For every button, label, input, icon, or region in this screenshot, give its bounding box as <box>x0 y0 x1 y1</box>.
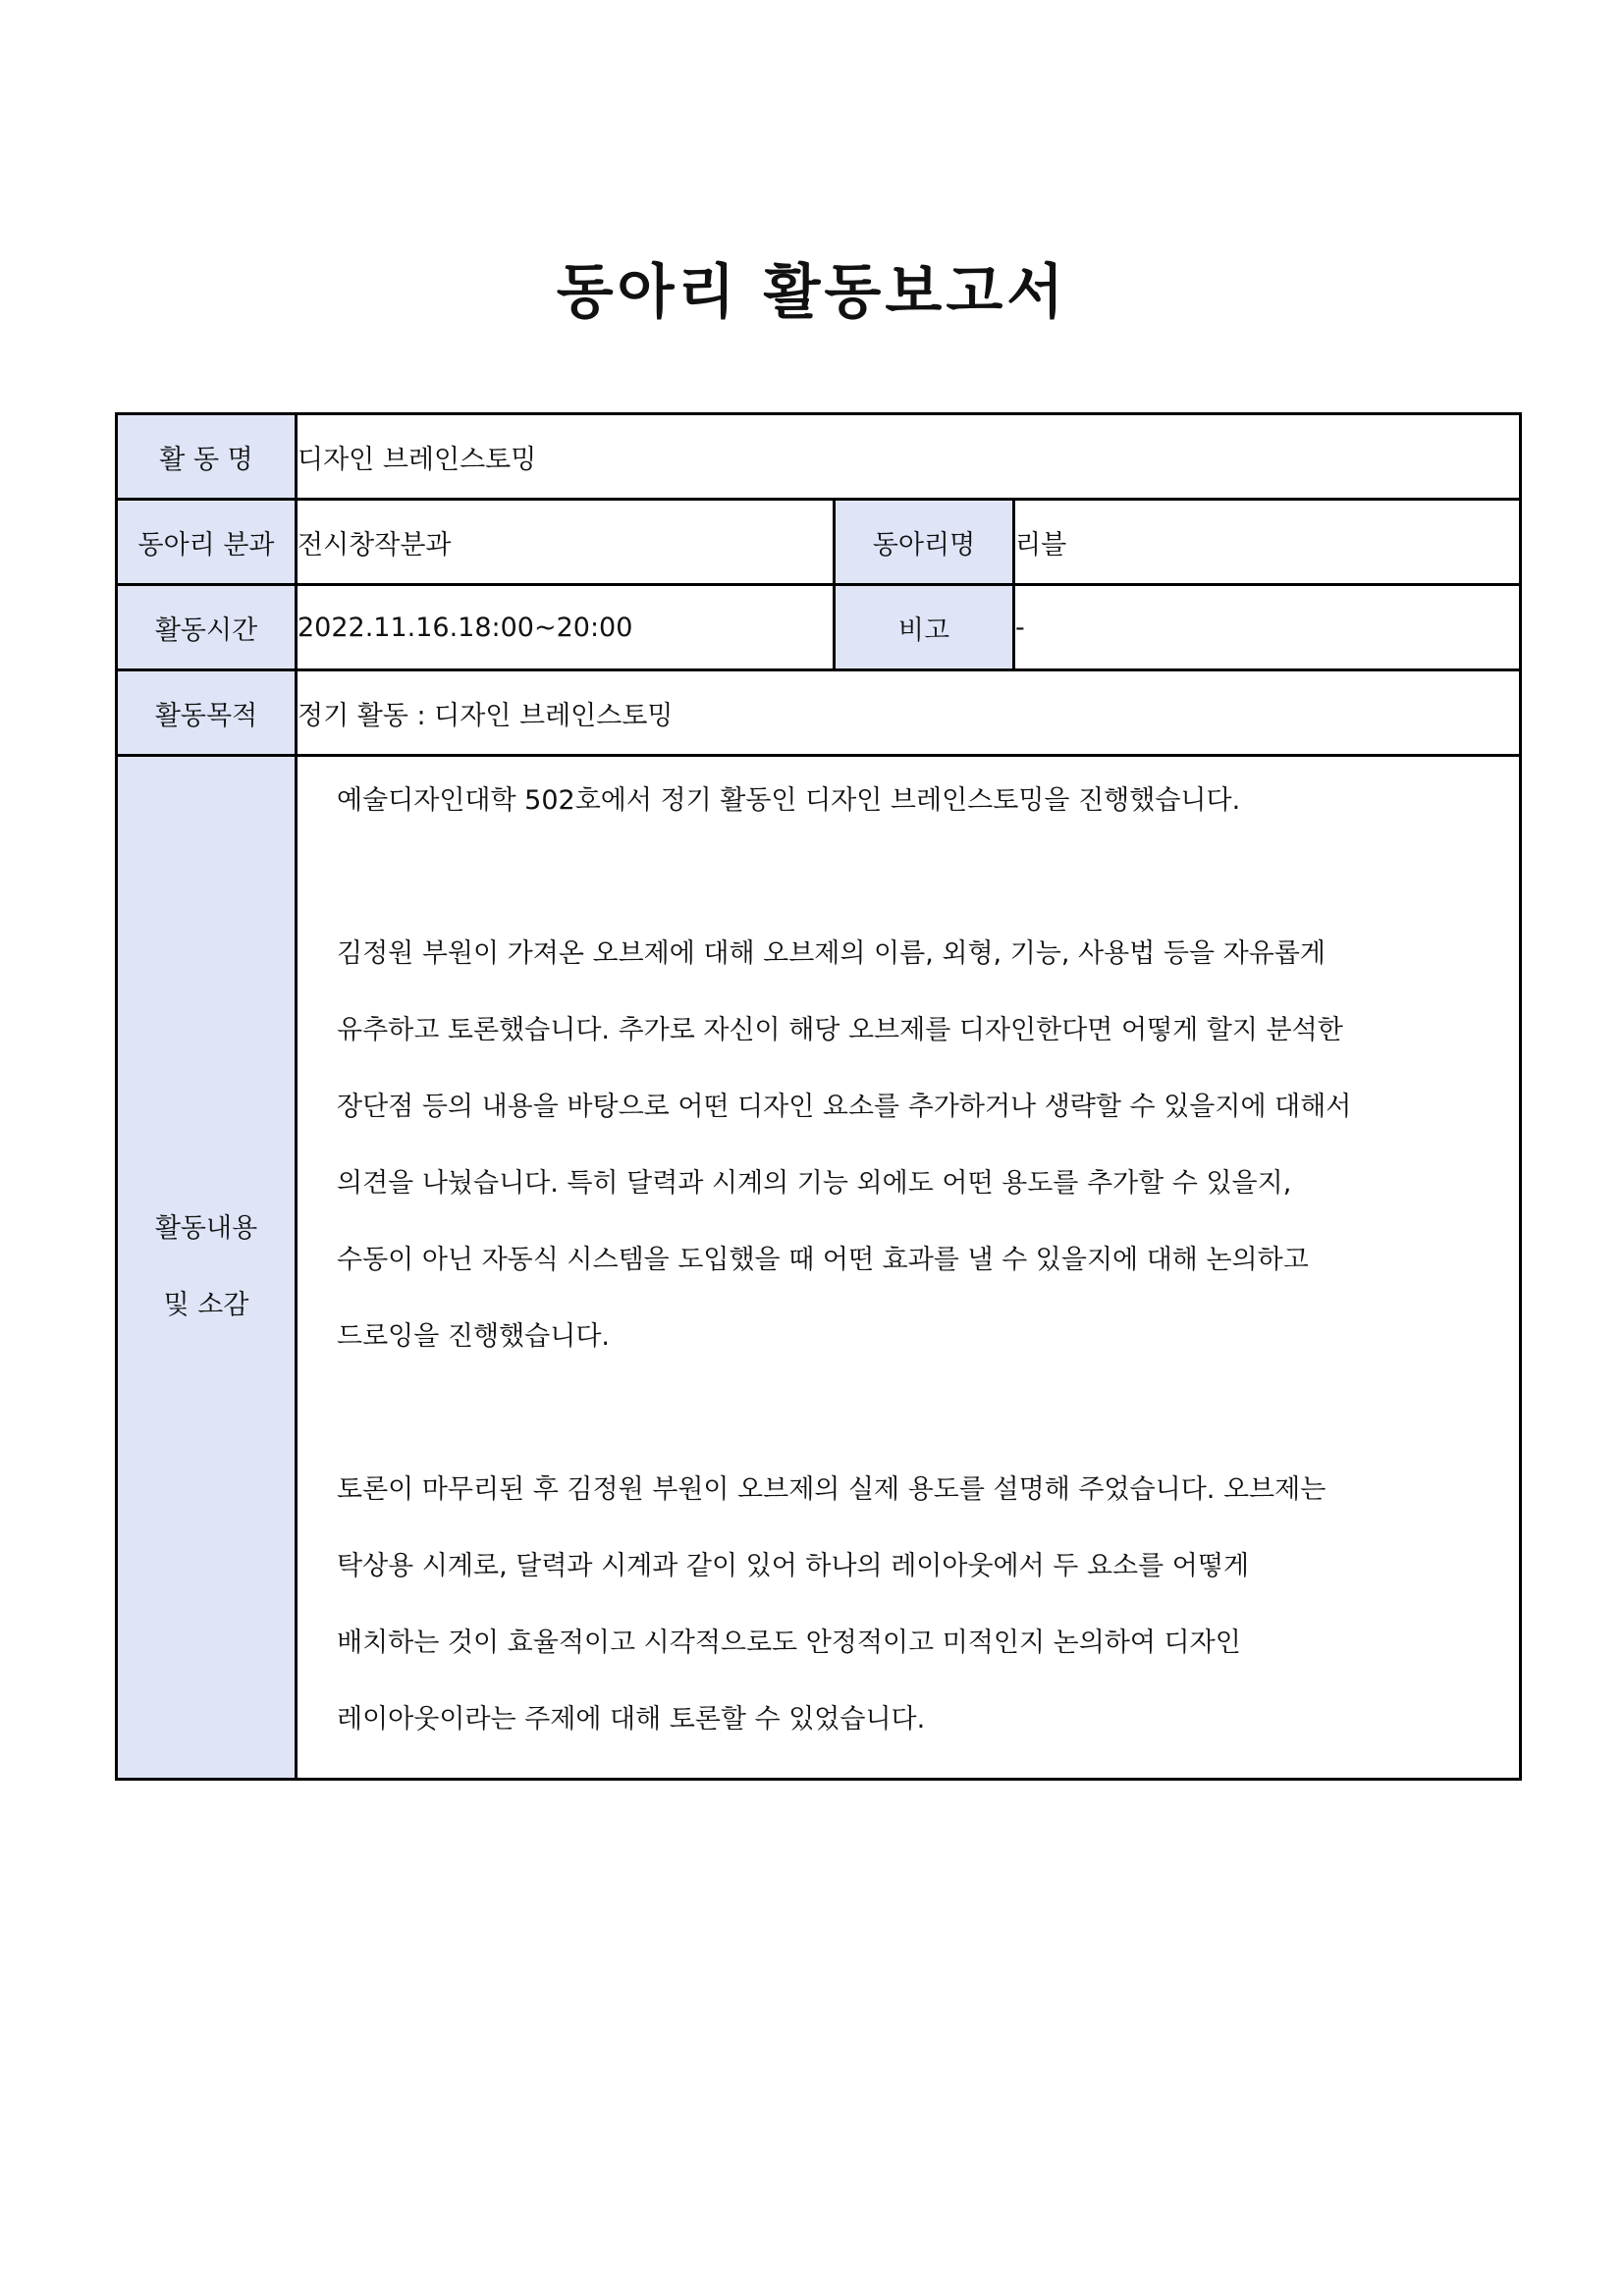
content-line: 드로잉을 진행했습니다. <box>337 1321 610 1352</box>
label-content-line2: 및 소감 <box>163 1290 249 1320</box>
label-content-line1: 활동내용 <box>154 1213 258 1244</box>
value-purpose: 정기 활동 : 디자인 브레인스토밍 <box>297 670 1521 756</box>
content-line: 배치하는 것이 효율적이고 시각적으로도 안정적이고 미적인지 논의하여 디자인 <box>337 1628 1241 1658</box>
report-table <box>115 412 1522 1781</box>
content-line: 김정원 부원이 가져온 오브제에 대해 오브제의 이름, 외형, 기능, 사용법 등을 자유롭게 <box>337 938 1326 969</box>
value-note: - <box>1014 585 1521 670</box>
content-line: 예술디자인대학 502호에서 정기 활동인 디자인 브레인스토밍을 진행했습니다. <box>337 785 1241 816</box>
row-content <box>117 756 1521 1780</box>
label-content <box>117 756 297 1780</box>
value-content <box>297 756 1521 1780</box>
value-club-division: 전시창작분과 <box>297 500 835 585</box>
content-line: 탁상용 시계로, 달력과 시계과 같이 있어 하나의 레이아웃에서 두 요소를 어떻게 <box>337 1551 1250 1581</box>
value-club-name: 리블 <box>1014 500 1521 585</box>
paragraph-spacer <box>337 1375 1491 1452</box>
label-purpose: 활동목적 <box>117 670 297 756</box>
content-line: 토론이 마무리된 후 김정원 부원이 오브제의 실제 용도를 설명해 주었습니다. 오브제는 <box>337 1474 1326 1505</box>
row-club <box>117 500 1521 585</box>
content-line: 레이아웃이라는 주제에 대해 토론할 수 있었습니다. <box>337 1704 926 1735</box>
row-time <box>117 585 1521 670</box>
value-activity-name: 디자인 브레인스토밍 <box>297 414 1521 500</box>
label-club-name: 동아리명 <box>835 500 1014 585</box>
paragraph-spacer <box>337 839 1491 916</box>
label-note: 비고 <box>835 585 1014 670</box>
label-club-division: 동아리 분과 <box>117 500 297 585</box>
document-title: 동아리 활동보고서 <box>556 258 1068 327</box>
content-line: 유추하고 토론했습니다. 추가로 자신이 해당 오브제를 디자인한다면 어떻게 할지 분석한 <box>337 1015 1343 1045</box>
content-line: 의견을 나눴습니다. 특히 달력과 시계의 기능 외에도 어떤 용도를 추가할 수 있을지, <box>337 1168 1292 1199</box>
row-purpose <box>117 670 1521 756</box>
row-activity-name <box>117 414 1521 500</box>
value-activity-time: 2022.11.16.18:00~20:00 <box>297 585 835 670</box>
content-line: 수동이 아닌 자동식 시스템을 도입했을 때 어떤 효과를 낼 수 있을지에 대해 논의하고 <box>337 1245 1309 1275</box>
content-line: 장단점 등의 내용을 바탕으로 어떤 디자인 요소를 추가하거나 생략할 수 있을지에 대해서 <box>337 1092 1352 1122</box>
label-activity-time: 활동시간 <box>117 585 297 670</box>
label-activity-name: 활 동 명 <box>117 414 297 500</box>
